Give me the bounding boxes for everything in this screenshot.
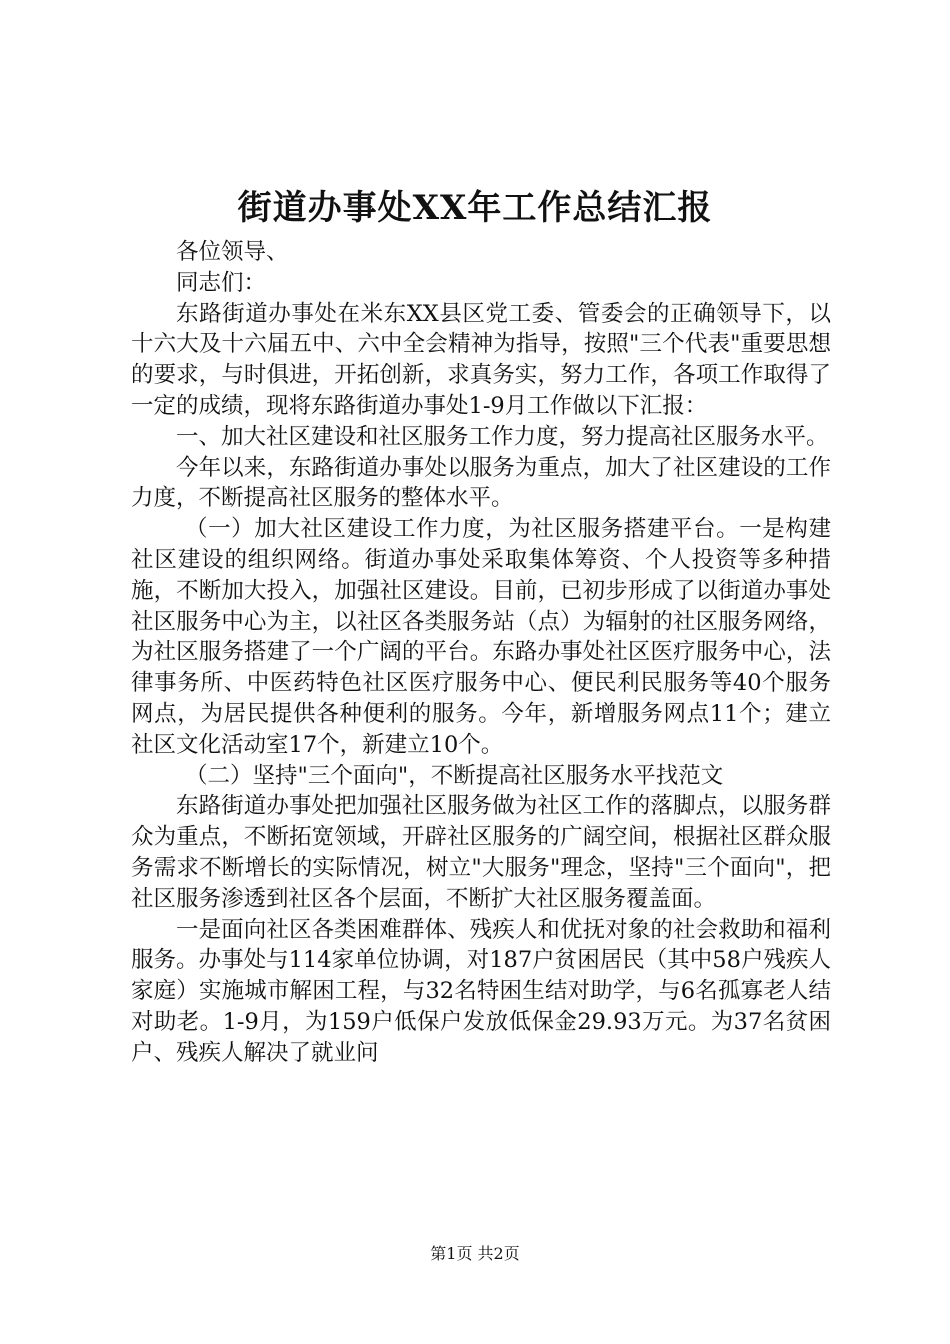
page-number: 第1页 共2页: [430, 1244, 520, 1263]
document-title: 街道办事处XX年工作总结汇报: [237, 188, 713, 228]
point-one-paragraph: 一是面向社区各类困难群体、残疾人和优抚对象的社会救助和福利服务。办事处与114家单位协调，对187户贫困居民（其中58户残疾人家庭）实施城市解困工程，与32名特困生结对助学，与6名孤寡老人结对助老。1-9月，为159户低保户发放低保金29.93万元。为37名贫困户、残疾人解决了就业问: [131, 916, 831, 1066]
section-1-summary: 今年以来，东路街道办事处以服务为重点，加大了社区建设的工作力度，不断提高社区服务的整体水平。: [131, 454, 831, 512]
subsection-2-heading: （二）坚持"三个面向"，不断提高社区服务水平找范文: [185, 762, 724, 789]
section-heading-1: 一、加大社区建设和社区服务工作力度，努力提高社区服务水平。: [176, 423, 829, 450]
document-body: [131, 237, 831, 1069]
salutation-leaders: 各位领导、: [176, 239, 289, 265]
subsection-1-paragraph: （一）加大社区建设工作力度，为社区服务搭建平台。一是构建社区建设的组织网络。街道办事处采取集体筹资、个人投资等多种措施，不断加大投入，加强社区建设。目前，已初步形成了以街道办事处社区服务中心为主，以社区各类服务站（点）为辐射的社区服务网络，为社区服务搭建了一个广阔的平台。东路办事处社区医疗服务中心，法律事务所、中医药特色社区医疗服务中心、便民利民服务等40个服务网点，为居民提供各种便利的服务。今年，新增服务网点11个；建立社区文化活动室17个，新建立10个。: [131, 516, 831, 758]
subsection-2-paragraph: 东路街道办事处把加强社区服务做为社区工作的落脚点，以服务群众为重点，不断拓宽领域，开辟社区服务的广阔空间，根据社区群众服务需求不断增长的实际情况，树立"大服务"理念，坚持"三个面向"，把社区服务渗透到社区各个层面，不断扩大社区服务覆盖面。: [131, 793, 831, 912]
salutation-comrades: 同志们：: [176, 269, 267, 296]
intro-paragraph: 东路街道办事处在米东XX县区党工委、管委会的正确领导下，以十六大及十六届五中、六中全会精神为指导，按照"三个代表"重要思想的要求，与时俱进，开拓创新，求真务实，努力工作，各项工作取得了一定的成绩，现将东路街道办事处1-9月工作做以下汇报：: [131, 300, 831, 419]
